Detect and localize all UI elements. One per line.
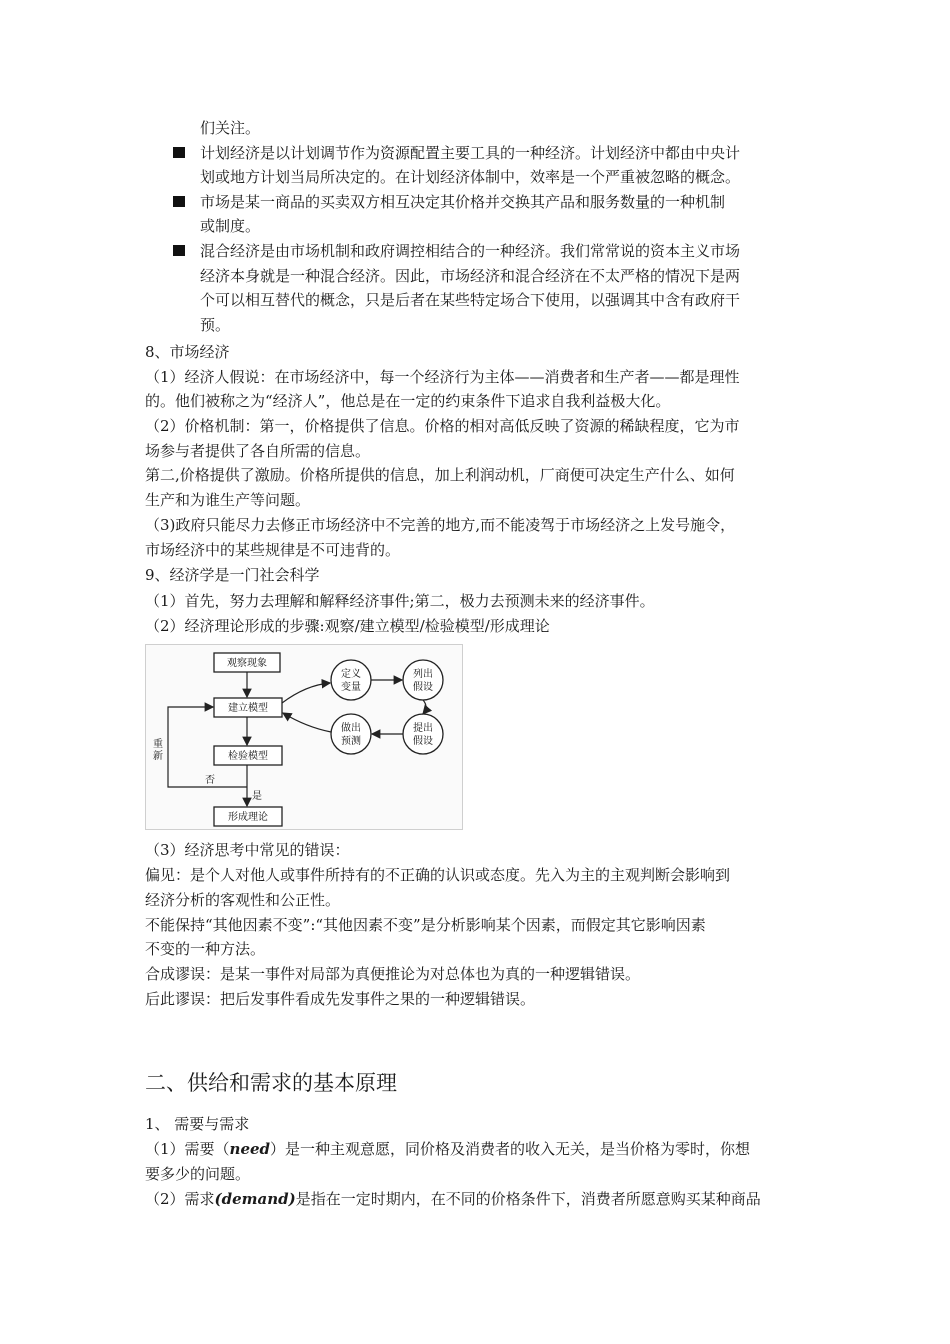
text-line: 预。 xyxy=(200,316,231,334)
make-prediction-node xyxy=(331,714,371,754)
text-line: 市场是某一商品的买卖双方相互决定其价格并交换其产品和服务数量的一种机制 xyxy=(200,193,726,211)
section-heading: 1、 需要与需求 xyxy=(145,1115,250,1133)
propose-hypothesis-node xyxy=(403,714,443,754)
theory-flow-diagram xyxy=(145,644,463,830)
text-line: （2）经济理论形成的步骤:观察/建立模型/检验模型/形成理论 xyxy=(145,617,550,635)
define-label-1: 定义 xyxy=(341,669,361,680)
list-label-1: 列出 xyxy=(413,669,433,680)
propose-label-2: 假设 xyxy=(413,736,433,747)
bullet-icon xyxy=(173,196,185,207)
restart-label-1: 重 xyxy=(153,739,163,750)
text-segment: 是指在一定时期内，在不同的价格条件下，消费者所愿意购买某种商品 xyxy=(295,1190,761,1208)
text-line: 个可以相互替代的概念，只是后者在某些特定场合下使用，以强调其中含有政府干 xyxy=(200,291,741,309)
text-line: （1）首先，努力去理解和解释经济事件;第二，极力去预测未来的经济事件。 xyxy=(145,592,655,610)
list-hypothesis-node xyxy=(403,660,443,700)
text-line: 的。他们被称之为“经济人”，他总是在一定的约束条件下追求自我利益极大化。 xyxy=(145,392,671,410)
text-line: 不能保持“其他因素不变”:“其他因素不变”是分析影响某个因素，而假定其它影响因素 xyxy=(145,916,706,934)
term-need: need xyxy=(229,1140,271,1158)
observe-label: 观察现象 xyxy=(227,658,267,669)
predict-label-2: 预测 xyxy=(341,736,361,747)
text-line: 们关注。 xyxy=(200,119,261,137)
propose-label-1: 提出 xyxy=(413,723,433,734)
text-line xyxy=(145,1137,815,1161)
text-line: 市场经济中的某些规律是不可违背的。 xyxy=(145,541,401,559)
no-label: 否 xyxy=(205,775,215,786)
chapter-heading: 二、供给和需求的基本原理 xyxy=(145,1071,397,1095)
text-line: 划或地方计划当局所决定的。在计划经济体制中，效率是一个严重被忽略的概念。 xyxy=(200,168,741,186)
form-label: 形成理论 xyxy=(228,812,268,823)
section-heading: 8、市场经济 xyxy=(145,343,230,361)
predict-label-1: 做出 xyxy=(341,723,361,734)
text-line: 合成谬误：是某一事件对局部为真便推论为对总体也为真的一种逻辑错误。 xyxy=(145,965,641,983)
bullet-icon xyxy=(173,147,185,158)
text-line: 计划经济是以计划调节作为资源配置主要工具的一种经济。计划经济中都由中央计 xyxy=(200,144,741,162)
text-line: 经济分析的客观性和公正性。 xyxy=(145,891,341,909)
text-line: 生产和为谁生产等问题。 xyxy=(145,491,311,509)
yes-label: 是 xyxy=(252,791,262,802)
build-label: 建立模型 xyxy=(228,703,268,714)
text-line: 要多少的问题。 xyxy=(145,1165,251,1183)
define-label-2: 变量 xyxy=(341,682,361,693)
restart-label-2: 新 xyxy=(153,751,163,762)
text-line: 或制度。 xyxy=(200,217,261,235)
text-line: 经济本身就是一种混合经济。因此，市场经济和混合经济在不太严格的情况下是两 xyxy=(200,267,741,285)
text-line: 场参与者提供了各自所需的信息。 xyxy=(145,442,371,460)
text-line: （2）价格机制：第一，价格提供了信息。价格的相对高低反映了资源的稀缺程度，它为市 xyxy=(145,417,740,435)
text-line: （1）经济人假说：在市场经济中，每一个经济行为主体——消费者和生产者——都是理性 xyxy=(145,368,740,386)
text-line: 不变的一种方法。 xyxy=(145,940,266,958)
text-line: 后此谬误：把后发事件看成先发事件之果的一种逻辑错误。 xyxy=(145,990,536,1008)
text-segment: （2）需求 xyxy=(145,1190,215,1208)
text-line: 第二,价格提供了激励。价格所提供的信息，加上利润动机，厂商便可决定生产什么、如何 xyxy=(145,466,735,484)
text-line: 偏见：是个人对他人或事件所持有的不正确的认识或态度。先入为主的主观判断会影响到 xyxy=(145,866,731,884)
text-segment: ）是一种主观意愿，同价格及消费者的收入无关，是当价格为零时，你想 xyxy=(270,1140,751,1158)
test-label: 检验模型 xyxy=(228,751,268,762)
list-label-2: 假设 xyxy=(413,682,433,693)
define-variables-node xyxy=(331,660,371,700)
term-demand: (demand) xyxy=(214,1190,296,1208)
text-line: 混合经济是由市场机制和政府调控相结合的一种经济。我们常常说的资本主义市场 xyxy=(200,242,741,260)
bullet-icon xyxy=(173,245,185,256)
text-line: （3)政府只能尽力去修正市场经济中不完善的地方,而不能凌驾于市场经济之上发号施令， xyxy=(145,516,736,534)
flow-diagram-svg xyxy=(146,645,464,831)
text-line: （3）经济思考中常见的错误： xyxy=(145,841,350,859)
text-line xyxy=(145,1187,815,1211)
text-segment: （1）需要（ xyxy=(145,1140,230,1158)
section-heading: 9、经济学是一门社会科学 xyxy=(145,566,320,584)
